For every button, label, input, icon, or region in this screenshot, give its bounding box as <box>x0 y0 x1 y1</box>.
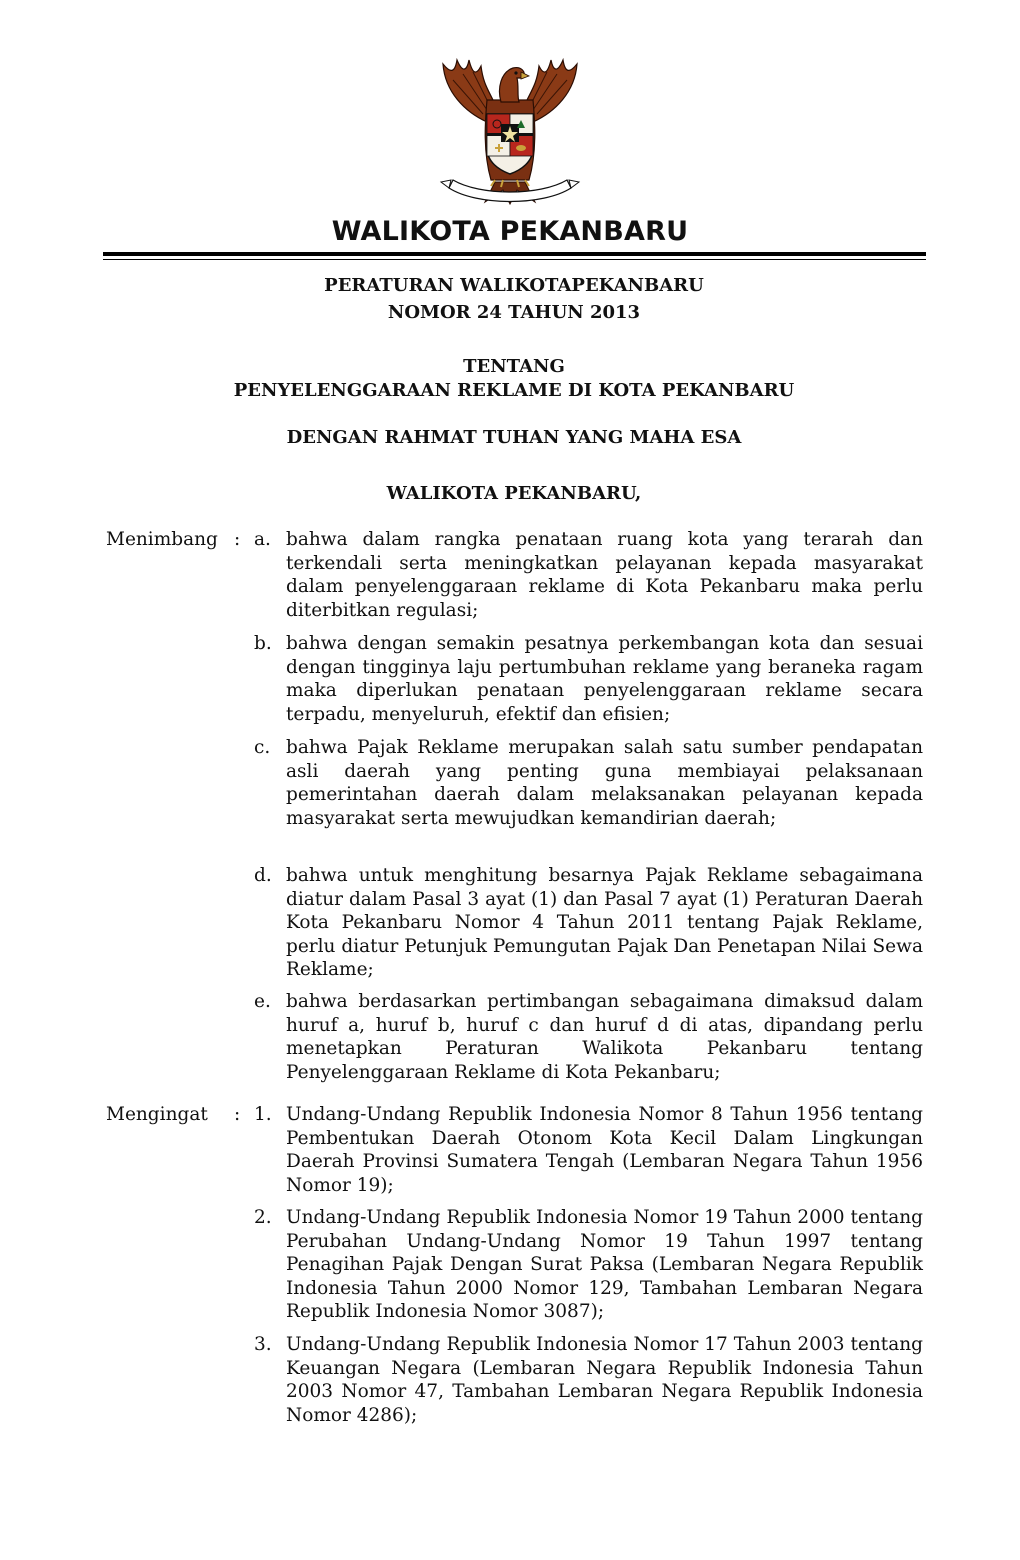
item-marker: 2. <box>254 1207 272 1228</box>
item-text: bahwa Pajak Reklame merupakan salah satu sumber pendapatan asli daerah yang penting guna membiayai pelaksanaan pemerintahan daerah dalam melaksanakan pelayanan kepada masyarakat serta mewujudkan kemandirian daerah; <box>286 737 923 829</box>
regulation-title: PERATURAN WALIKOTAPEKANBARU <box>324 275 704 296</box>
item-text: bahwa dengan semakin pesatnya perkembangan kota dan sesuai dengan tingginya laju pertumbuhan reklame yang beraneka ragam maka diperlukan penataan penyelenggaraan reklame secara terpadu, menyeluruh, efektif dan efisien; <box>286 633 923 725</box>
item-marker: d. <box>254 865 272 886</box>
item-marker: 3. <box>254 1334 272 1355</box>
header-rule-thick <box>103 252 926 256</box>
item-text: Undang-Undang Republik Indonesia Nomor 8 Tahun 1956 tentang Pembentukan Daerah Otonom Kota Kecil Dalam Lingkungan Daerah Provinsi Sumatera Tengah (Lembaran Negara Tahun 1956 Nomor 19); <box>286 1104 923 1196</box>
item-text: bahwa untuk menghitung besarnya Pajak Reklame sebagaimana diatur dalam Pasal 3 ayat (1) dan Pasal 7 ayat (1) Peraturan Daerah Kota Pekanbaru Nomor 4 Tahun 2011 tentang Pajak Reklame, perlu diatur Petunjuk Pemungutan Pajak Dan Penetapan Nilai Sewa Reklame; <box>286 865 923 980</box>
about-heading: TENTANG <box>463 356 565 377</box>
item-text: bahwa dalam rangka penataan ruang kota yang terarah dan terkendali serta meningkatkan pelayanan kepada masyarakat dalam penyelenggaraan reklame di Kota Pekanbaru maka perlu diterbitkan regulasi; <box>286 529 923 621</box>
references-label: Mengingat <box>106 1104 208 1125</box>
item-text: Undang-Undang Republik Indonesia Nomor 17 Tahun 2003 tentang Keuangan Negara (Lembaran Negara Republik Indonesia Tahun 2003 Nomor 47, Tambahan Lembaran Negara Republik Indonesia Nomor 4286); <box>286 1334 923 1426</box>
regulation-subject: PENYELENGGARAAN REKLAME DI KOTA PEKANBARU <box>233 380 795 401</box>
item-text: bahwa berdasarkan pertimbangan sebagaimana dimaksud dalam huruf a, huruf b, huruf c dan huruf d di atas, dipandang perlu menetapkan Peraturan Walikota Pekanbaru tentang Penyelenggaraan Reklame di Kota Pekanbaru; <box>286 991 923 1083</box>
regulation-number: NOMOR 24 TAHUN 2013 <box>387 302 641 323</box>
references-colon: : <box>234 1104 241 1125</box>
authority-heading: WALIKOTA PEKANBARU, <box>386 483 642 504</box>
issuer-heading: WALIKOTA PEKANBARU <box>331 216 689 247</box>
item-marker: a. <box>254 529 271 550</box>
header-rule-thin <box>103 259 926 260</box>
garuda-pancasila-emblem-icon <box>425 52 595 210</box>
considerations-colon: : <box>234 529 241 550</box>
item-marker: c. <box>254 737 271 758</box>
considerations-label: Menimbang <box>106 529 218 550</box>
item-marker: b. <box>254 633 272 654</box>
item-marker: e. <box>254 991 271 1012</box>
invocation: DENGAN RAHMAT TUHAN YANG MAHA ESA <box>286 427 742 448</box>
item-text: Undang-Undang Republik Indonesia Nomor 19 Tahun 2000 tentang Perubahan Undang-Undang Nomor 19 Tahun 1997 tentang Penagihan Pajak Dengan Surat Paksa (Lembaran Negara Republik Indonesia Tahun 2000 Nomor 129, Tambahan Lembaran Negara Republik Indonesia Nomor 3087); <box>286 1207 923 1322</box>
item-marker: 1. <box>254 1104 272 1125</box>
